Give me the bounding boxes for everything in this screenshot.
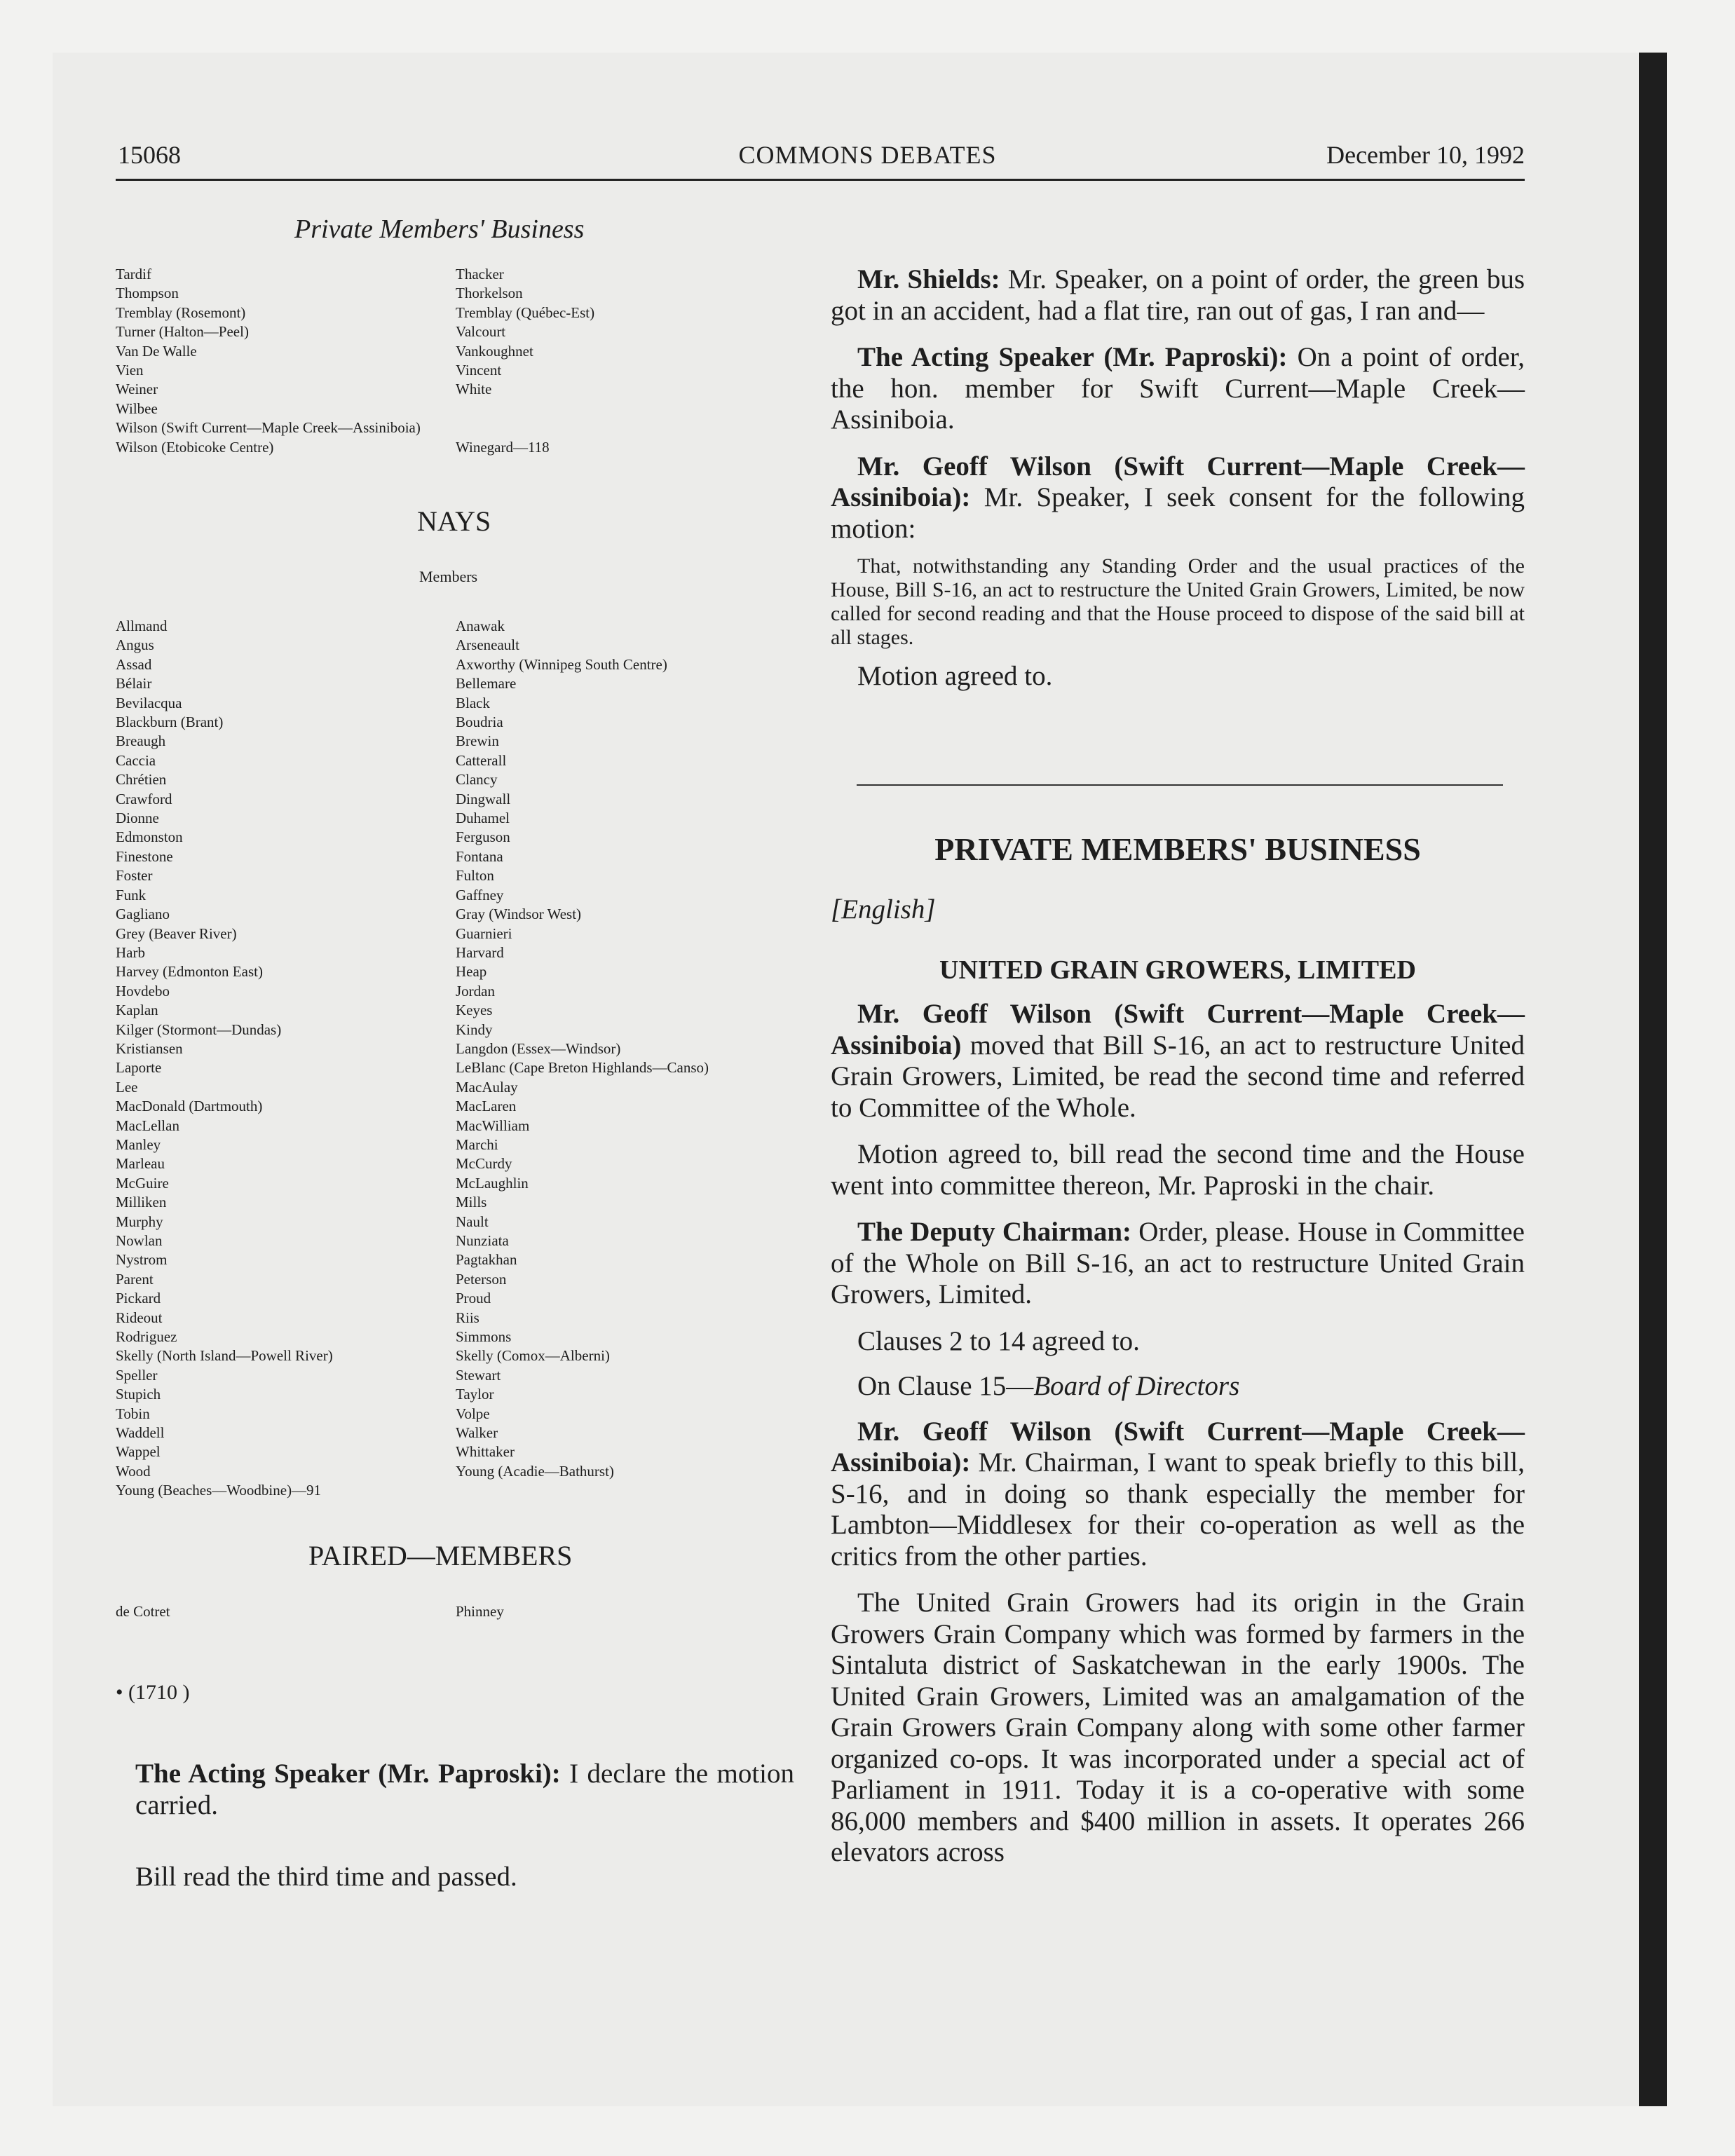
member-name: Crawford xyxy=(116,790,172,807)
member-name: Marleau xyxy=(116,1155,165,1173)
member-name: Assad xyxy=(116,655,152,673)
member-name: Pagtakhan xyxy=(456,1251,517,1269)
member-name: Rideout xyxy=(116,1309,163,1326)
member-name: Nunziata xyxy=(456,1232,509,1249)
paragraph: Clauses 2 to 14 agreed to. xyxy=(857,1325,1140,1356)
member-name: Blackburn (Brant) xyxy=(116,714,224,731)
member-name: Taylor xyxy=(456,1386,494,1403)
publication-date: December 10, 1992 xyxy=(1326,141,1525,169)
paragraph xyxy=(831,1417,1525,1573)
paragraph xyxy=(831,1217,1525,1311)
member-name: Lee xyxy=(116,1078,138,1096)
member-name: Milliken xyxy=(116,1194,167,1211)
member-name: Boudria xyxy=(456,714,503,731)
member-name: Black xyxy=(456,694,490,711)
member-name: Arseneault xyxy=(456,636,519,654)
member-name: Catterall xyxy=(456,751,507,769)
member-name: Harvard xyxy=(456,943,504,961)
member-name: Mills xyxy=(456,1194,487,1211)
right-column-upper xyxy=(831,264,1525,692)
member-name: Angus xyxy=(116,636,154,654)
speech-text: I declare the motion carried. xyxy=(135,1759,795,1820)
member-name: Thacker xyxy=(456,266,504,282)
member-name: Turner (Halton—Peel) xyxy=(116,323,249,341)
speaker-name: The Acting Speaker (Mr. Paproski): xyxy=(857,342,1288,372)
acting-speaker-declaration xyxy=(135,1758,794,1821)
member-name: Rodriguez xyxy=(116,1328,177,1346)
member-name: Bélair xyxy=(116,675,152,692)
timestamp: • (1710 ) xyxy=(116,1681,190,1704)
member-name: Anawak xyxy=(456,618,505,634)
member-name: Gagliano xyxy=(116,906,170,923)
member-name: Hovdebo xyxy=(116,982,170,999)
member-name: Waddell xyxy=(116,1424,165,1442)
section-heading: PRIVATE MEMBERS' BUSINESS xyxy=(934,831,1421,867)
member-name: Keyes xyxy=(456,1002,493,1019)
member-name: Thompson xyxy=(116,285,179,302)
yeas-left-column xyxy=(116,265,421,457)
member-name: Harvey (Edmonton East) xyxy=(116,963,263,981)
speech-text: On a point of order, the hon. member for Swift Current—Maple Creek—Assiniboia. xyxy=(831,342,1525,435)
member-name: Kaplan xyxy=(116,1002,158,1019)
member-name: Bellemare xyxy=(456,675,517,692)
member-name: Fontana xyxy=(456,847,503,865)
member-name: Brewin xyxy=(456,732,499,750)
paired-title: PAIRED—MEMBERS xyxy=(308,1540,573,1571)
yeas-right-column xyxy=(456,265,594,457)
member-name: Tremblay (Rosemont) xyxy=(116,303,246,321)
member-name: Funk xyxy=(116,886,147,903)
member-name: Parent xyxy=(116,1270,154,1288)
member-name: Caccia xyxy=(116,751,156,769)
paragraph: The United Grain Growers had its origin in the Grain Growers Grain Company which was formed by farmers in the Sintaluta district of Saskatchewan in the early 1900s. The United Grain Growers, Limited was an amalgamation of the Grain Growers Grain Company along with some other farmer organized co-ops. It was incorporated under a special act of Parliament in 1911. Today it is a co-operative with some 86,000 members and $400 million in assets. It operates 266 elevators across xyxy=(831,1588,1525,1867)
speaker-name: Mr. Geoff Wilson (Swift Current—Maple Creek—Assiniboia): xyxy=(831,1416,1525,1478)
member-name: Riis xyxy=(456,1309,479,1326)
language-marker: [English] xyxy=(831,894,936,925)
member-name: MacLellan xyxy=(116,1117,179,1134)
member-name: Langdon (Essex—Windsor) xyxy=(456,1039,621,1057)
member-name: Dingwall xyxy=(456,790,511,807)
member-name xyxy=(456,418,594,437)
publication-title: COMMONS DEBATES xyxy=(738,141,997,169)
member-name: Heap xyxy=(456,963,487,981)
member-name: Marchi xyxy=(456,1135,498,1153)
paired-left-column xyxy=(116,1602,170,1621)
member-name: Gray (Windsor West) xyxy=(456,906,582,923)
member-name: Wappel xyxy=(116,1443,161,1461)
member-name: Tardif xyxy=(116,266,152,282)
member-name: Whittaker xyxy=(456,1443,515,1461)
member-name: Young (Acadie—Bathurst) xyxy=(456,1462,614,1480)
speech-text: Mr. Chairman, I want to speak briefly to this bill, S-16, and in doing so thank especially the member for Lambton—Middlesex for their co-operation as well as the critics from the other parties. xyxy=(831,1447,1525,1571)
member-name: Breaugh xyxy=(116,732,166,750)
member-name: Vankoughnet xyxy=(456,342,533,360)
member-name: de Cotret xyxy=(116,1603,170,1620)
member-name: Volpe xyxy=(456,1405,490,1422)
paragraph: Motion agreed to. xyxy=(857,661,1053,691)
member-name: MacDonald (Dartmouth) xyxy=(116,1098,263,1115)
member-name: Weiner xyxy=(116,381,158,398)
speech-text: Mr. Speaker, I seek consent for the following motion: xyxy=(831,482,1525,544)
section-divider xyxy=(857,784,1503,786)
member-name: Walker xyxy=(456,1424,498,1442)
paragraph xyxy=(831,264,1525,327)
section-title: Private Members' Business xyxy=(294,214,585,244)
speaker-name: Mr. Geoff Wilson (Swift Current—Maple Creek—Assiniboia) xyxy=(831,999,1525,1060)
right-column-lower xyxy=(831,999,1525,1869)
nays-title: NAYS xyxy=(417,505,491,537)
member-name: Jordan xyxy=(456,982,495,999)
member-name: Peterson xyxy=(456,1270,507,1288)
member-name: Vien xyxy=(116,362,144,379)
member-name: Grey (Beaver River) xyxy=(116,925,237,942)
member-name: Edmonston xyxy=(116,828,183,846)
member-name: Chrétien xyxy=(116,771,167,789)
speaker-name: Mr. Geoff Wilson (Swift Current—Maple Creek—Assiniboia): xyxy=(831,451,1525,512)
member-name: Axworthy (Winnipeg South Centre) xyxy=(456,655,667,673)
member-name: Stupich xyxy=(116,1386,161,1403)
member-name: Manley xyxy=(116,1135,161,1153)
member-name: Young (Beaches—Woodbine)—91 xyxy=(116,1482,322,1499)
member-name: Nault xyxy=(456,1213,489,1230)
bill-heading: UNITED GRAIN GROWERS, LIMITED xyxy=(939,955,1416,985)
nays-right-column xyxy=(456,617,709,1481)
member-name: Wood xyxy=(116,1462,151,1480)
member-name: Kristiansen xyxy=(116,1039,183,1057)
member-name: Bevilacqua xyxy=(116,694,182,711)
paragraph xyxy=(831,1371,1525,1403)
page-number: 15068 xyxy=(118,141,181,169)
member-name: McGuire xyxy=(116,1174,169,1192)
member-name: Kilger (Stormont—Dundas) xyxy=(116,1021,282,1038)
member-name: Simmons xyxy=(456,1328,512,1346)
clause-prefix: On Clause 15— xyxy=(857,1371,1034,1401)
member-name: Stewart xyxy=(456,1366,501,1384)
member-name: Foster xyxy=(116,867,153,885)
member-name: Gaffney xyxy=(456,886,504,903)
member-name: Skelly (North Island—Powell River) xyxy=(116,1347,333,1365)
member-name: Murphy xyxy=(116,1213,163,1230)
member-name: Vincent xyxy=(456,362,502,379)
member-name: Fulton xyxy=(456,867,494,885)
paired-right-column xyxy=(456,1602,504,1621)
member-name: Finestone xyxy=(116,847,173,865)
member-name: Phinney xyxy=(456,1603,504,1620)
member-name: Pickard xyxy=(116,1290,161,1307)
member-name: Clancy xyxy=(456,771,498,789)
member-name: Wilbee xyxy=(116,400,158,417)
member-name: Duhamel xyxy=(456,810,510,827)
member-name: Thorkelson xyxy=(456,285,523,302)
member-name: McCurdy xyxy=(456,1155,512,1173)
member-name: Nowlan xyxy=(116,1232,163,1249)
member-name: Harb xyxy=(116,943,145,961)
member-name: Wilson (Etobicoke Centre) xyxy=(116,438,274,456)
member-name: Tobin xyxy=(116,1405,150,1422)
bill-passed-note: Bill read the third time and passed. xyxy=(135,1862,517,1892)
member-name: Nystrom xyxy=(116,1251,168,1269)
member-name: Dionne xyxy=(116,810,159,827)
member-name: Tremblay (Québec-Est) xyxy=(456,303,595,321)
member-name: White xyxy=(456,381,492,398)
member-name: Speller xyxy=(116,1366,158,1384)
header-rule xyxy=(116,179,1525,181)
nays-subtitle: Members xyxy=(419,568,478,585)
member-name: Wilson (Swift Current—Maple Creek—Assiniboia) xyxy=(116,419,421,437)
paragraph xyxy=(831,999,1525,1124)
member-name: Van De Walle xyxy=(116,342,197,360)
member-name: Winegard—118 xyxy=(456,438,550,456)
member-name: Valcourt xyxy=(456,323,506,341)
member-name xyxy=(456,400,594,418)
speech-text: Order, please. House in Committee of the Whole on Bill S-16, an act to restructure United Grain Growers, Limited. xyxy=(831,1217,1525,1309)
member-name: LeBlanc (Cape Breton Highlands—Canso) xyxy=(456,1059,709,1077)
member-name: MacLaren xyxy=(456,1098,517,1115)
motion-quote: That, notwithstanding any Standing Order and the usual practices of the House, Bill S-16, an act to restructure the United Grain Growers, Limited, be now called for second reading and that the House proceed to dispose of the said bill at all stages. xyxy=(831,554,1525,649)
member-name: Laporte xyxy=(116,1059,162,1077)
member-name: Ferguson xyxy=(456,828,510,846)
member-name: Proud xyxy=(456,1290,491,1307)
paragraph xyxy=(831,451,1525,545)
speaker-name: The Deputy Chairman: xyxy=(857,1217,1132,1247)
paragraph: Motion agreed to, bill read the second time and the House went into committee thereon, Mr. Paproski in the chair. xyxy=(831,1139,1525,1201)
speech-text: Mr. Speaker, on a point of order, the green bus got in an accident, had a flat tire, ran out of gas, I ran and— xyxy=(831,264,1525,326)
member-name: McLaughlin xyxy=(456,1174,529,1192)
member-name: MacAulay xyxy=(456,1078,518,1096)
scan-edge-bar xyxy=(1639,53,1667,2106)
member-name: Kindy xyxy=(456,1021,493,1038)
clause-title: Board of Directors xyxy=(1033,1371,1240,1401)
speaker-name: The Acting Speaker (Mr. Paproski): xyxy=(135,1759,561,1789)
speech-text: moved that Bill S-16, an act to restructure United Grain Growers, Limited, be read the second time and referred to Committee of the Whole. xyxy=(831,1030,1525,1123)
member-name: Allmand xyxy=(116,618,168,634)
nays-left-column xyxy=(116,617,333,1501)
member-name: Guarnieri xyxy=(456,925,512,942)
member-name: MacWilliam xyxy=(456,1117,530,1134)
speaker-name: Mr. Shields: xyxy=(857,264,1000,294)
member-name: Skelly (Comox—Alberni) xyxy=(456,1347,610,1365)
paragraph xyxy=(831,342,1525,436)
